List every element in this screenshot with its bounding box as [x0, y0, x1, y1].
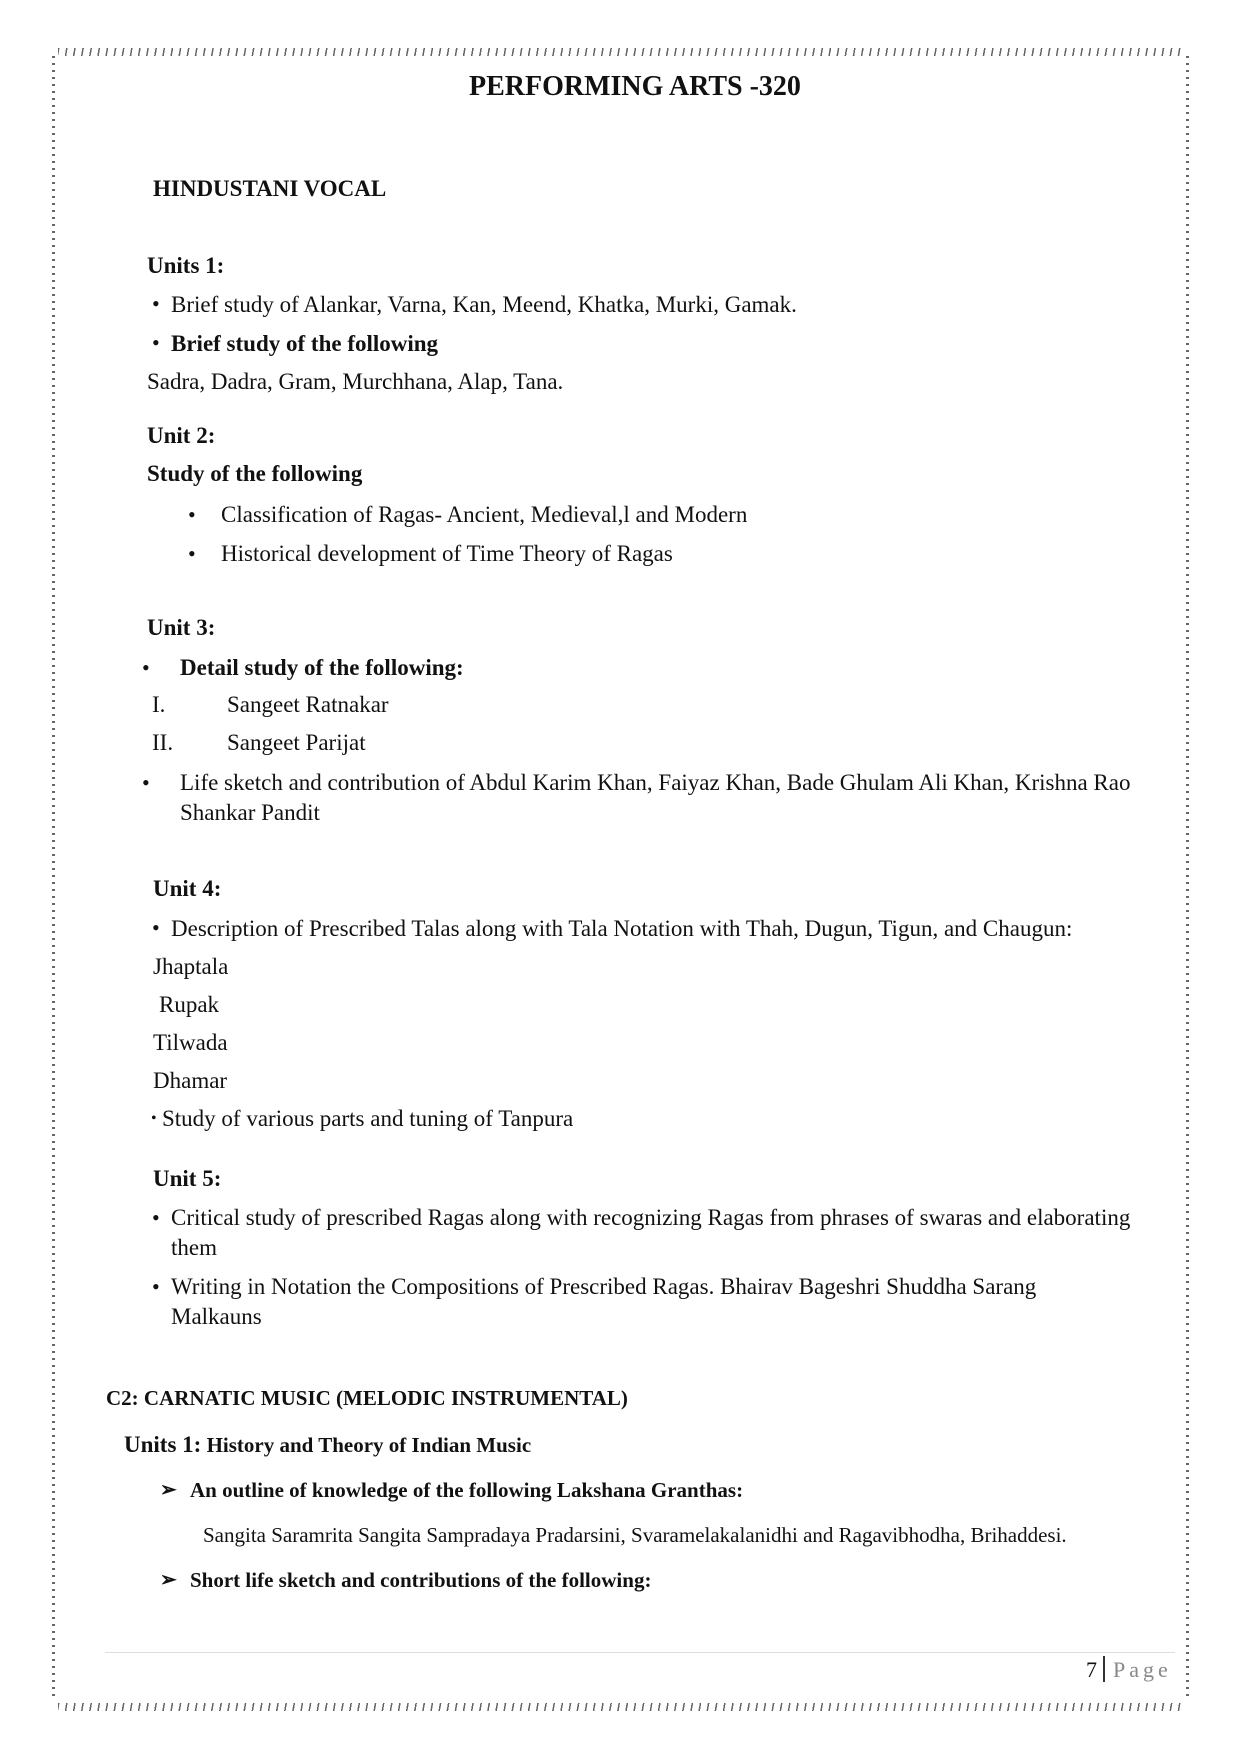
c2-granthas: Sangita Saramrita Sangita Sampradaya Pradarsini, Svaramelakalanidhi and Ragavibhodha, Brihaddesi. — [203, 1523, 1067, 1547]
c2-unit1-heading-rest: History and Theory of Indian Music — [201, 1433, 532, 1457]
tala-item: Tilwada — [153, 1030, 228, 1055]
unit4-bullet2: Study of various parts and tuning of Tanpura — [162, 1106, 574, 1131]
bullet-icon: • — [142, 655, 150, 680]
arrow-bullet-icon: ➢ — [160, 1479, 177, 1501]
bullet-icon: • — [188, 541, 196, 566]
arrow-bullet-icon: ➢ — [160, 1569, 177, 1591]
bullet-icon: • — [152, 1205, 160, 1230]
unit3-bullet1: Detail study of the following: — [180, 655, 464, 680]
bullet-icon: • — [151, 1110, 157, 1127]
page-label: Page — [1113, 1657, 1172, 1682]
c2-arrow1: An outline of knowledge of the following Lakshana Granthas: — [190, 1478, 744, 1502]
footer-rule — [105, 1652, 1175, 1653]
unit2-item: Classification of Ragas- Ancient, Medieval,l and Modern — [221, 502, 748, 527]
unit2-subheading: Study of the following — [147, 461, 363, 486]
unit1-paragraph: Sadra, Dadra, Gram, Murchhana, Alap, Tana. — [147, 369, 564, 394]
unit1-bullet1: Brief study of Alankar, Varna, Kan, Meend, Khatka, Murki, Gamak. — [171, 292, 797, 317]
section-heading-carnatic: C2: CARNATIC MUSIC (MELODIC INSTRUMENTAL) — [106, 1386, 628, 1410]
c2-unit1-heading-prefix: Units 1: — [124, 1432, 202, 1457]
unit3-roman-num: II. — [152, 730, 174, 755]
c2-arrow2: Short life sketch and contributions of the following: — [190, 1568, 652, 1592]
unit3-roman-num: I. — [152, 692, 166, 717]
unit4-heading: Unit 4: — [153, 876, 222, 901]
tala-item: Jhaptala — [153, 954, 229, 979]
unit3-roman-item: Sangeet Ratnakar — [227, 692, 389, 717]
bullet-icon: • — [142, 770, 150, 795]
unit3-roman-item: Sangeet Parijat — [227, 730, 366, 755]
bullet-icon: • — [188, 502, 196, 527]
tala-item: Rupak — [159, 992, 220, 1017]
tala-item: Dhamar — [153, 1068, 228, 1093]
unit3-bullet2: Life sketch and contribution of Abdul Karim Khan, Faiyaz Khan, Bade Ghulam Ali Khan, Krishna Rao Shankar Pandit — [180, 770, 1131, 825]
section-heading-hindustani: HINDUSTANI VOCAL — [153, 176, 387, 201]
unit1-bullet2: Brief study of the following — [171, 331, 439, 356]
page-border-right — [1186, 56, 1189, 1701]
page-border-top — [58, 48, 1183, 56]
unit5-bullet1: Critical study of prescribed Ragas along with recognizing Ragas from phrases of swaras and elaborating them — [171, 1205, 1131, 1260]
page-border-left — [52, 56, 55, 1701]
bullet-icon: • — [152, 330, 160, 355]
bullet-icon: • — [152, 1274, 160, 1299]
footer-separator — [1103, 1656, 1105, 1682]
unit4-bullet1: Description of Prescribed Talas along with Tala Notation with Thah, Dugun, Tigun, and Chaugun: — [171, 916, 1073, 941]
bullet-icon: • — [152, 291, 160, 316]
page-title: PERFORMING ARTS -320 — [469, 71, 801, 102]
page-border-bottom — [58, 1703, 1183, 1711]
unit2-heading: Unit 2: — [147, 423, 216, 448]
unit2-item: Historical development of Time Theory of Ragas — [221, 541, 673, 566]
unit3-heading: Unit 3: — [147, 615, 216, 640]
unit5-bullet2: Writing in Notation the Compositions of Prescribed Ragas. Bhairav Bageshri Shuddha Sarang Malkauns — [171, 1274, 1037, 1329]
page-number: 7 — [1086, 1657, 1097, 1682]
bullet-icon: • — [152, 915, 160, 940]
unit5-heading: Unit 5: — [153, 1166, 222, 1191]
unit1-heading: Units 1: — [147, 253, 225, 278]
